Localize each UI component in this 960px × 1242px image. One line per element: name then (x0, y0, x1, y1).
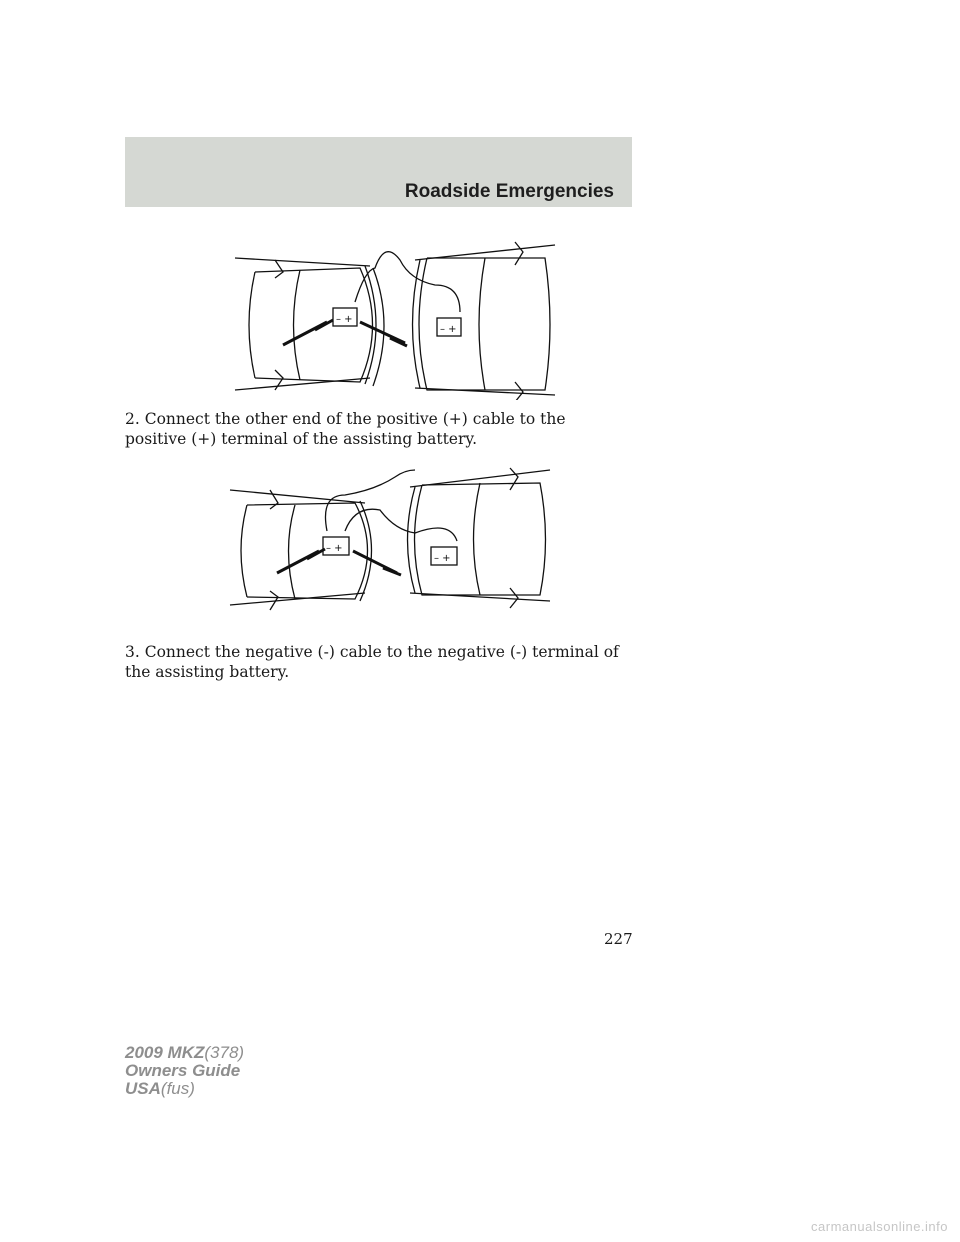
battery-terminal-label: – + (326, 543, 343, 554)
step-text: 2. Connect the other end of the positive (+) cable to the positive (+) terminal of the assisting battery. (125, 410, 566, 448)
jump-start-diagram-2 (215, 465, 565, 615)
spark-icon-left (283, 320, 333, 345)
footer-guide: Owners Guide (125, 1061, 241, 1080)
page-number: 227 (604, 930, 633, 948)
battery-terminal-label: – + (434, 553, 451, 564)
battery-terminal-label: – + (440, 324, 457, 335)
spark-icon-left (277, 549, 325, 573)
assisting-vehicle-outline (413, 242, 556, 400)
spark-icon-right (353, 551, 401, 575)
positive-cable (345, 509, 457, 541)
disabled-vehicle-outline (230, 490, 372, 610)
battery-terminal-label: – + (336, 314, 353, 325)
watermark-text: carmanualsonline.info (811, 1219, 948, 1234)
footer-market: USA (125, 1079, 161, 1098)
document-footer (125, 1044, 244, 1098)
footer-market-code: (fus) (160, 1079, 195, 1098)
footer-model-code: (378) (204, 1043, 245, 1062)
step-text: 3. Connect the negative (-) cable to the negative (-) terminal of the assisting battery. (125, 643, 619, 681)
section-header-band (125, 137, 632, 207)
section-title: Roadside Emergencies (404, 181, 614, 202)
assisting-vehicle-outline (408, 468, 551, 608)
jump-start-diagram-1 (215, 230, 565, 400)
footer-model: 2009 MKZ (125, 1043, 205, 1062)
